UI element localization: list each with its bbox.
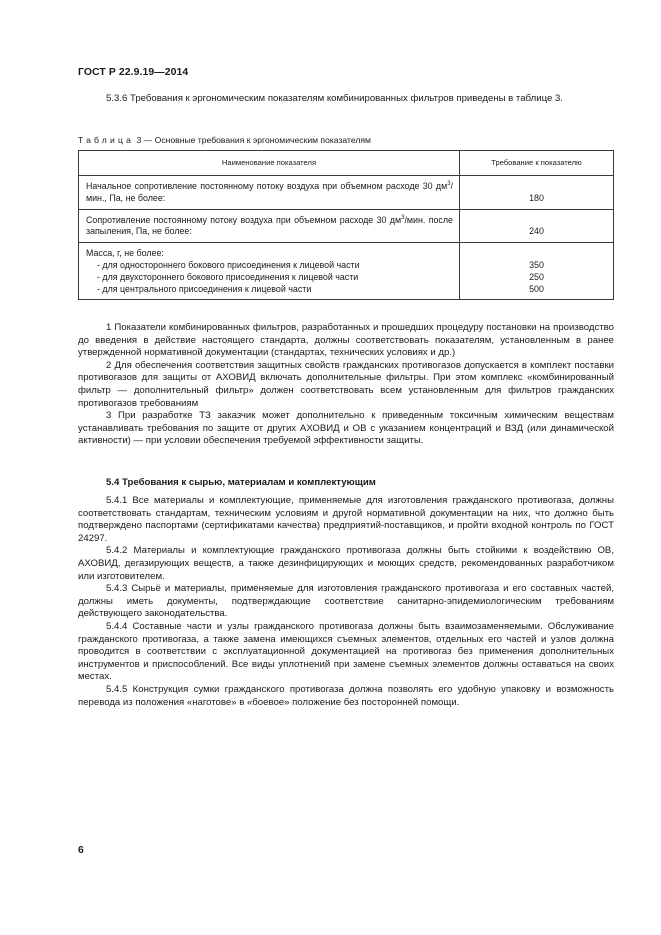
paragraph-5-4-1: 5.4.1 Все материалы и комплектующие, применяемые для изготовления гражданского противогаза, должны соответствовать стандартам, техническим условиям и другой нормативной документации на них, что должно быть подтверждено паспортами (сертификатами качества) предприятий-поставщиков, и пройти входной контроль по ГОСТ 24297. — [78, 495, 614, 544]
header-requirement: Требование к показателю — [460, 151, 614, 176]
paragraph-5-4-4: 5.4.4 Составные части и узлы гражданского противогаза должны быть взаимозаменяемыми. Обслуживание гражданского противогаза, а также замена имеющихся съемных элементов, отдельных его частей и узлов должна проводится в соответствии с эксплуатационной документацией на противогаз без применения дополнительных инструментов и приспособлений. Все виды уплотнений при замене съемных элементов должны оставаться на своих местах. — [78, 620, 614, 683]
table-header-row — [79, 151, 614, 176]
table-caption-text: 3 — Основные требования к эргономическим показателям — [134, 135, 371, 145]
row-name-mass — [79, 243, 460, 300]
section-title: 5.4 Требования к сырью, материалам и комплектующим — [106, 477, 376, 488]
table-row — [79, 243, 614, 300]
row-value-initial-resistance: 180 — [460, 176, 614, 210]
header-indicator-name: Наименование показателя — [79, 151, 460, 176]
paragraph-5-4-5: 5.4.5 Конструкция сумки гражданского противогаза должна позволять его удобную упаковку и возможность перевода из положения «наготове» в «боевое» положение без посторонней помощи. — [78, 683, 614, 708]
document-header: ГОСТ Р 22.9.19—2014 — [78, 67, 189, 78]
mass-item-one-side: - для одностороннего бокового присоединения к лицевой части — [97, 259, 360, 270]
note-1: 1 Показатели комбинированных фильтров, разработанных и прошедших процедуру постановки на производство до введения в действие настоящего стандарта, должны соответствовать показателям, установленным в ранее утвержденной нормативной документации (стандартах, технических условиях и др.) — [78, 322, 614, 359]
section-body — [78, 495, 614, 709]
note-3: 3 При разработке ТЗ заказчик может дополнительно к приведенным токсичным химическим веществам устанавливать требования по защите от других АХОВИД и ОВ с указанием концентраций и ВЗД (или динамической активности) — при условии обеспечения требуемой эффективности защиты. — [78, 410, 614, 447]
paragraph-5-4-3: 5.4.3 Сырьё и материалы, применяемые для изготовления гражданского противогаза и его составных частей, должны иметь документы, подтверждающие соответствие санитарно-эпидемиологическим требованиям действующего законодательства. — [78, 583, 614, 620]
table-notes — [78, 322, 614, 448]
page-number: 6 — [78, 845, 84, 856]
mass-title: Масса, г, не более: — [86, 248, 164, 259]
row-name-initial-resistance: Начальное сопротивление постоянному потоку воздуха при объемном расходе 30 $дм^3$/мин., Па, не более: — [79, 176, 460, 210]
row-value-dusted-resistance: 240 — [460, 209, 614, 243]
requirements-table — [78, 150, 614, 300]
note-2: 2 Для обеспечения соответствия защитных свойств гражданских противогазов допускается в комплект поставки противогазов для защиты от АХОВИД включать дополнительные фильтры. При этом комплекс «комбинированный фильтр — дополнительный фильтр» должен соответствовать всем установленным для фильтров гражданских противогазов требованиям — [78, 359, 614, 409]
mass-item-central: - для центрального присоединения к лицевой части — [97, 283, 312, 294]
row-name-dusted-resistance: Сопротивление постоянному потоку воздуха при объемном расходе 30 $дм^3$/мин. после запыления, Па, не более: — [79, 209, 460, 243]
table-row — [79, 209, 614, 243]
table-caption — [78, 134, 371, 147]
mass-value-two-side: 250 — [529, 271, 544, 282]
mass-value-central: 500 — [529, 283, 544, 294]
paragraph-5-4-2: 5.4.2 Материалы и комплектующие гражданского противогаза должны быть стойкими к воздействию ОВ, АХОВИД, дегазирующих веществ, а также дезинфицирующих и моющих средств, рекомендованных разработчиком или изготовителем. — [78, 545, 614, 582]
intro-paragraph: 5.3.6 Требования к эргономическим показателям комбинированных фильтров приведены в таблице 3. — [106, 93, 563, 104]
row-value-mass — [460, 243, 614, 300]
mass-item-two-side: - для двухстороннего бокового присоединения к лицевой части — [97, 271, 359, 282]
table-row — [79, 176, 614, 210]
table-caption-word: Таблица — [78, 135, 135, 145]
mass-value-one-side: 350 — [529, 259, 544, 270]
